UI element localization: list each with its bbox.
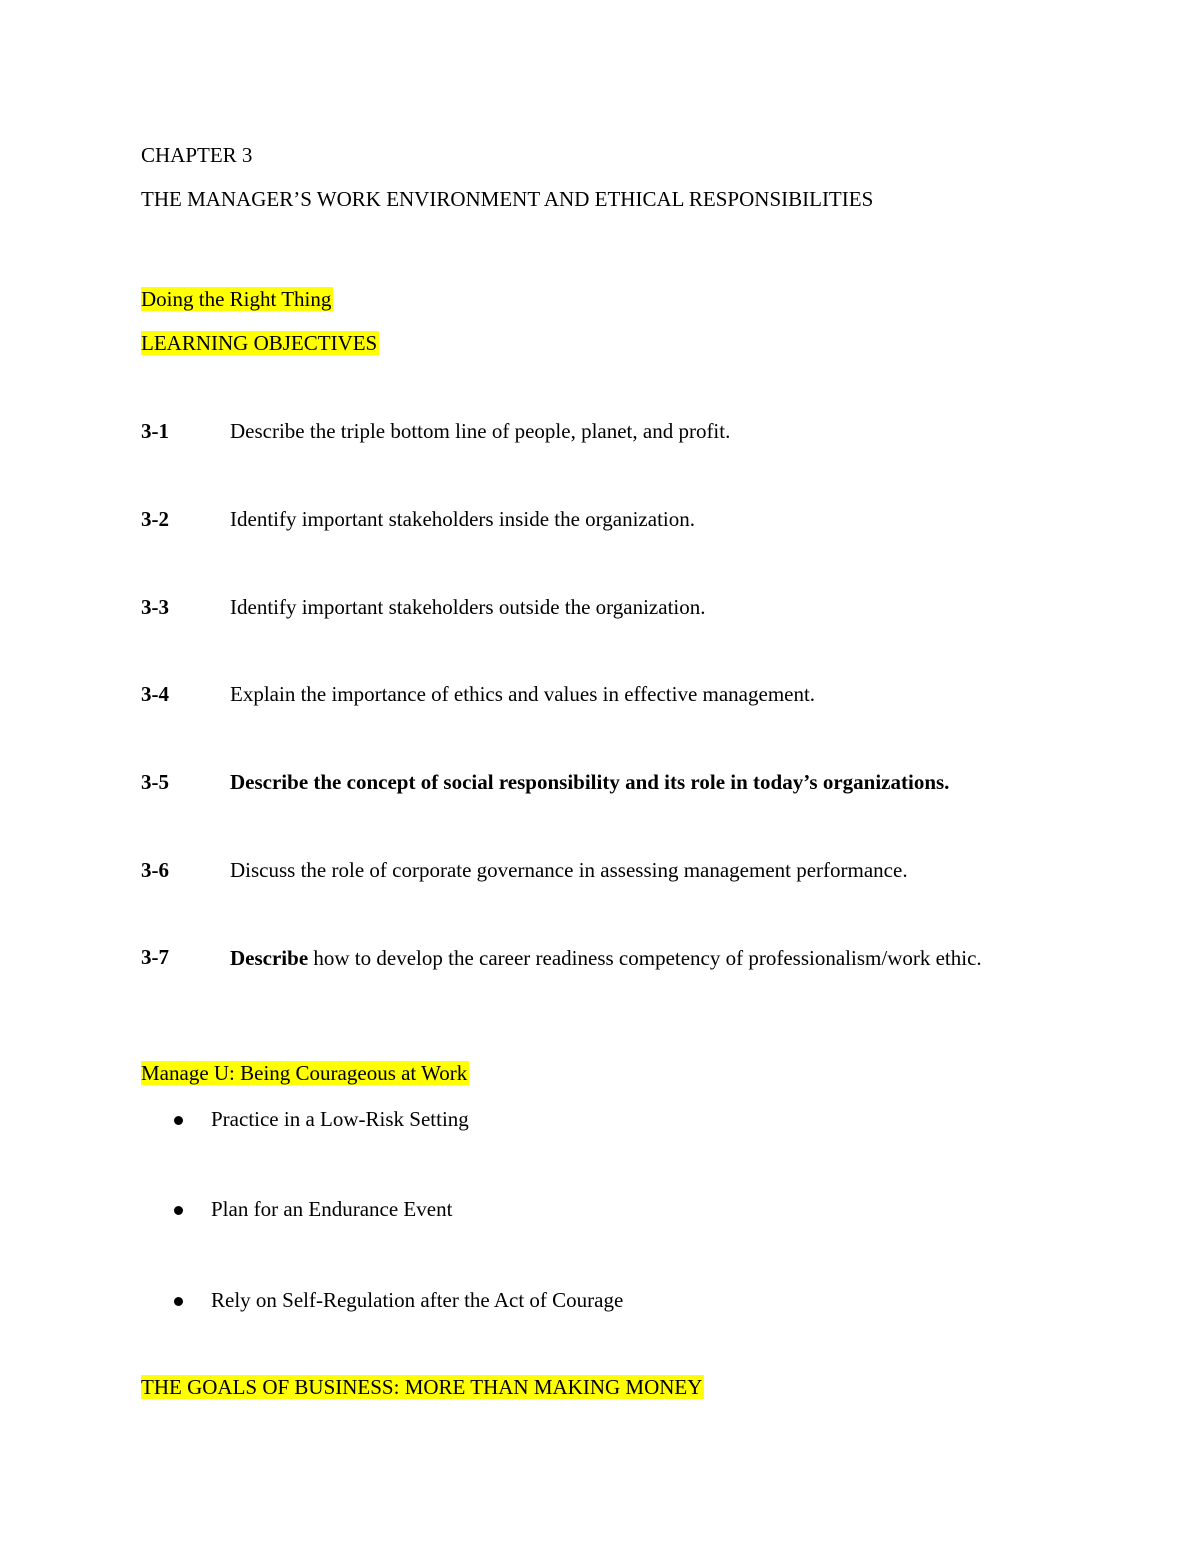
manage-u-heading [141, 1060, 469, 1086]
bullet-icon [174, 1206, 183, 1215]
objective-number: 3-5 [141, 770, 169, 794]
bullet-icon [174, 1297, 183, 1306]
objective-text: how to develop the career readiness competency of professionalism/work ethic. [313, 946, 982, 970]
objective-lead: Describe [230, 946, 309, 970]
objective-text: Explain the importance of ethics and values in effective management. [230, 682, 816, 706]
objective-text: Describe the concept of social responsibility and its role in today’s organizations. [230, 770, 950, 794]
section-heading [141, 286, 333, 312]
objective-text: Describe the triple bottom line of people, planet, and profit. [230, 419, 731, 443]
list-item-text: Plan for an Endurance Event [211, 1197, 453, 1221]
chapter-title: THE MANAGER’S WORK ENVIRONMENT AND ETHICAL RESPONSIBILITIES [141, 187, 874, 211]
chapter-label: CHAPTER 3 [141, 143, 253, 167]
goals-heading [141, 1374, 704, 1400]
bullet-icon [174, 1116, 183, 1125]
objective-number: 3-2 [141, 507, 169, 531]
manage-u-heading-text: Manage U: Being Courageous at Work [141, 1061, 468, 1085]
objective-number: 3-4 [141, 682, 169, 706]
learning-objectives-heading [141, 330, 379, 356]
objective-number: 3-1 [141, 419, 169, 443]
objective-number: 3-7 [141, 945, 169, 969]
list-item-text: Rely on Self-Regulation after the Act of Courage [211, 1288, 624, 1312]
objective-text: Discuss the role of corporate governance in assessing management performance. [230, 858, 908, 882]
objective-number: 3-3 [141, 595, 169, 619]
objective-text-wrapper [230, 944, 1030, 972]
objective-number: 3-6 [141, 858, 169, 882]
section-heading-text: Doing the Right Thing [141, 287, 332, 311]
objective-text: Identify important stakeholders inside the organization. [230, 507, 695, 531]
learning-objectives-text: LEARNING OBJECTIVES [141, 331, 378, 355]
list-item-text: Practice in a Low-Risk Setting [211, 1107, 469, 1131]
objective-text: Identify important stakeholders outside the organization. [230, 595, 706, 619]
goals-heading-text: THE GOALS OF BUSINESS: MORE THAN MAKING MONEY [141, 1375, 703, 1399]
